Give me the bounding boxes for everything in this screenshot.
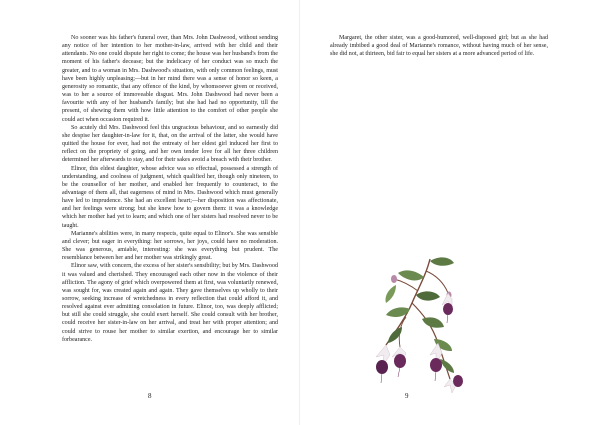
paragraph: So acutely did Mrs. Dashwood feel this ungracious behaviour, and so earnestly did she despise her daughter-in-law for it, that, on the arrival of the latter, she would have quitted the house for ever, had not the entreaty of her eldest girl induced her first to reflect on the propriety of going, and her own tender love for all her three children determined her afterwards to stay, and for their sakes avoid a breach with their brother. (62, 124, 278, 164)
right-text-block (330, 34, 548, 58)
paragraph: Marianne's abilities were, in many respects, quite equal to Elinor's. She was sensible and clever; but eager in everything: her sorrows, her joys, could have no moderation. She was generous, amiable, interesting: she was everything but prudent. The resemblance between her and her mother was strikingly great. (62, 230, 278, 262)
left-text-block (62, 34, 278, 344)
paragraph: Elinor, this eldest daughter, whose advice was so effectual, possessed a strength of understanding, and coolness of judgment, which qualified her, though only nineteen, to be the counsellor of her mother, and enabled her frequently to counteract, to the advantage of them all, that eagerness of mind in Mrs. Dashwood which must generally have led to imprudence. She had an excellent heart;—her disposition was affectionate, and her feelings were strong; but she knew how to govern them: it was a knowledge which her mother had yet to learn; and which one of her sisters had resolved never to be taught. (62, 165, 278, 229)
paragraph: Elinor saw, with concern, the excess of her sister's sensibility; but by Mrs. Dashwood it was valued and cherished. They encouraged each other now in the violence of their affliction. The agony of grief which overpowered them at first, was voluntarily renewed, was sought for, was created again and again. They gave themselves up wholly to their sorrow, seeking increase of wretchedness in every reflection that could afford it, and resolved against ever admitting consolation in future. Elinor, too, was deeply afflicted; but still she could struggle, she could exert herself. She could consult with her brother, could receive her sister-in-law on her arrival, and treat her with proper attention; and could strive to rouse her mother to similar exertion, and encourage her to similar forbearance. (62, 263, 278, 343)
page-number-right: 9 (405, 392, 409, 400)
paragraph: Margaret, the other sister, was a good-humored, well-disposed girl; but as she had already imbibed a good deal of Marianne's romance, without having much of her sense, she did not, at thirteen, bid fair to equal her sisters at a more advanced period of life. (330, 35, 548, 58)
paragraph: No sooner was his father's funeral over, than Mrs. John Dashwood, without sending any notice of her intention to her mother-in-law, arrived with her child and their attendants. No one could dispute her right to come; the house was her husband's from the moment of his father's decease; but the indelicacy of her conduct was so much the greater, and to a woman in Mrs. Dashwood's situation, with only common feelings, must have been highly unpleasing;—but in her mind there was a sense of honor so keen, a generosity so romantic, that any offence of the kind, by whomsoever given or received, was to her a source of immoveable disgust. Mrs. John Dashwood had never been a favourite with any of her husband's family; but she had had no opportunity, till the present, of shewing them with how little attention to the comfort of other people she could act when occasion required it. (62, 35, 278, 123)
page-number-left: 8 (148, 392, 152, 400)
fuchsia-flower-illustration-icon (366, 255, 478, 395)
right-page (300, 0, 600, 425)
